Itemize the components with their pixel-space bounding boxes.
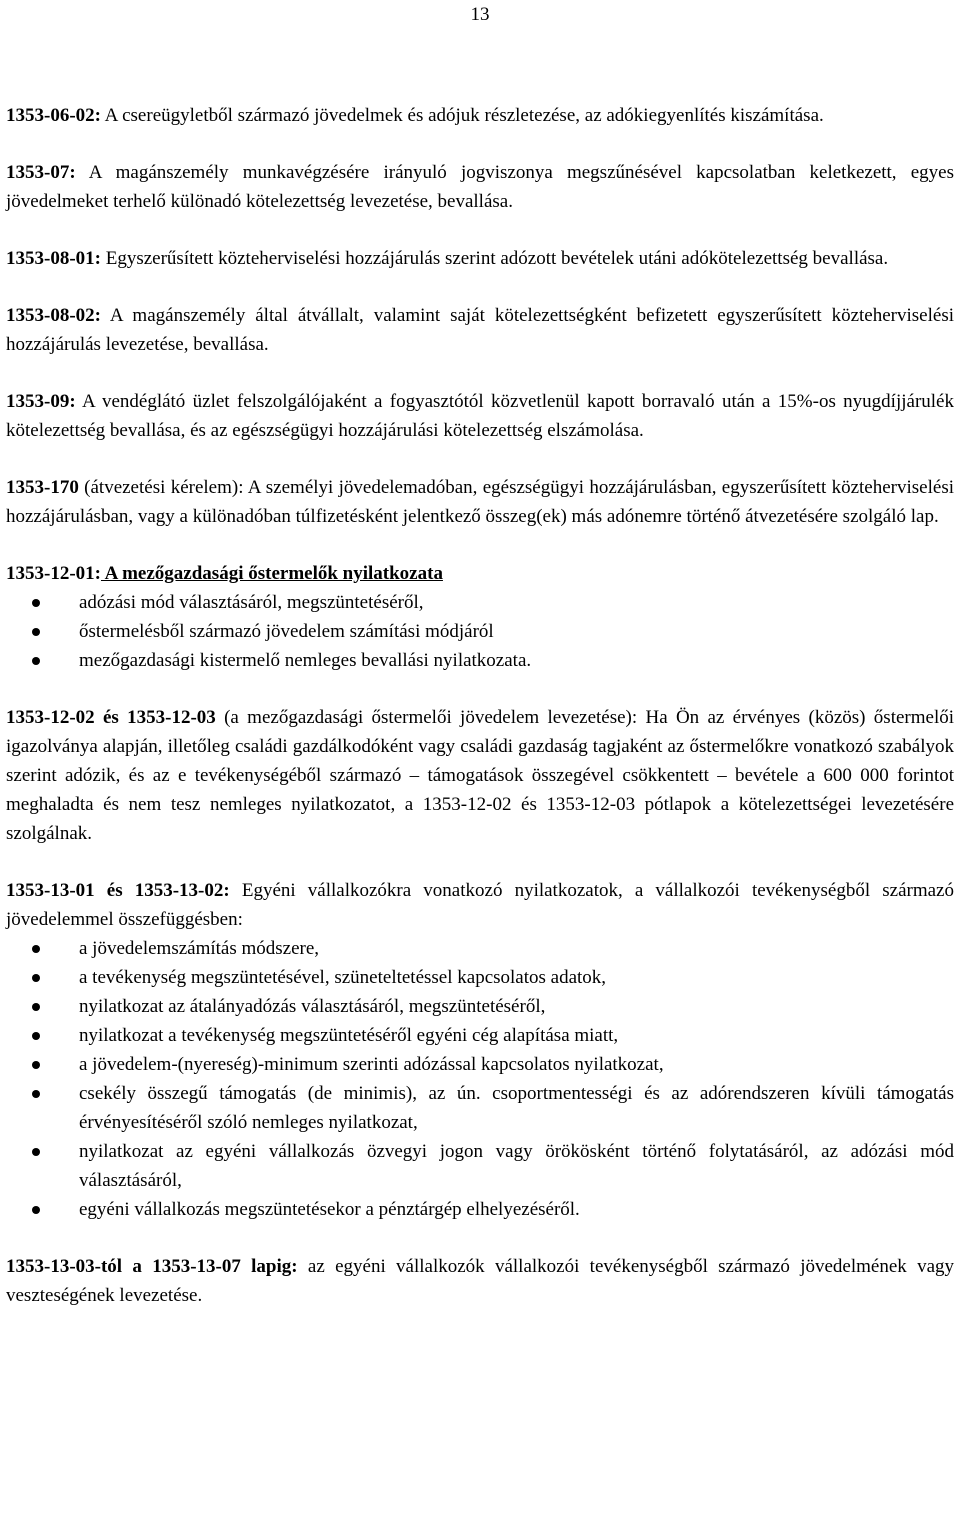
paragraph-1353-08-01	[6, 244, 954, 273]
list-item: egyéni vállalkozás megszüntetésekor a pénztárgép elhelyezéséről.	[6, 1195, 954, 1224]
paragraph-text: az egyéni vállalkozók vállalkozói tevékenységből származó jövedelmének vagy veszteségének levezetése.	[6, 1256, 954, 1306]
section-heading	[6, 876, 954, 934]
paragraph-1353-06-02	[6, 101, 954, 130]
list-item: a jövedelem-(nyereség)-minimum szerinti adózással kapcsolatos nyilatkozat,	[6, 1050, 954, 1079]
paragraph-1353-08-02	[6, 301, 954, 359]
document-body	[6, 101, 954, 1310]
paragraph-1353-09	[6, 387, 954, 445]
list-item: mezőgazdasági kistermelő nemleges bevallási nyilatkozata.	[6, 646, 954, 675]
form-code: 1353-12-02	[6, 707, 95, 728]
form-code: 1353-08-01:	[6, 248, 101, 269]
paragraph-text: Egyéni vállalkozókra vonatkozó nyilatkozatok, a vállalkozói tevékenységből származó jövedelemmel összefüggésben:	[6, 880, 954, 930]
paragraph-text: Egyszerűsített közteherviselési hozzájárulás szerint adózott bevételek utáni adókötelezettség bevallása.	[100, 248, 889, 269]
list-item: csekély összegű támogatás (de minimis), az ún. csoportmentességi és az adórendszeren kívüli támogatás érvényesítéséről szóló nemleges nyilatkozat,	[6, 1079, 954, 1137]
form-code: 1353-170	[6, 477, 79, 498]
list-item: nyilatkozat az egyéni vállalkozás özvegyi jogon vagy örökösként történő folytatásáról, az adózási mód választásáról,	[6, 1137, 954, 1195]
paragraph-1353-13-03	[6, 1252, 954, 1310]
form-code: 1353-13-01	[6, 880, 95, 901]
form-code: 1353-06-02:	[6, 105, 101, 126]
conjunction: és	[94, 707, 128, 728]
list-item: nyilatkozat az átalányadózás választásáról, megszüntetéséről,	[6, 992, 954, 1021]
paragraph-text: A magánszemély munkavégzésére irányuló jogviszonya megszűnésével kapcsolatban keletkezett, egyes jövedelmeket terhelő különadó kötelezettség levezetése, bevallása.	[6, 162, 954, 212]
form-code: 1353-07:	[6, 162, 76, 183]
paragraph-1353-170	[6, 473, 954, 531]
form-code: 1353-12-01:	[6, 563, 101, 584]
paragraph-text: (a mezőgazdasági őstermelői jövedelem levezetése): Ha Ön az érvényes (közös) őstermelői igazolványa alapján, illetőleg családi gazdálkodóként vagy családi gazdaság tagjaként az őstermelőkre vonatkozó szabályok szerint adózik, és az e tevékenységéből származó – támogatások összegével csökkentett – bevétele a 600 000 forintot meghaladta és nem tesz nemleges nyilatkozatot, a 1353-12-02 és 1353-12-03 pótlapok a kötelezettségei levezetésére szolgálnak.	[6, 707, 954, 844]
form-code: 1353-08-02:	[6, 305, 101, 326]
form-code: 1353-12-03	[127, 707, 216, 728]
paragraph-text: A csereügyletből származó jövedelmek és adójuk részletezése, az adókiegyenlítés kiszámítása.	[100, 105, 824, 126]
list-item: őstermelésből származó jövedelem számítási módjáról	[6, 617, 954, 646]
section-title: A mezőgazdasági őstermelők nyilatkozata	[100, 563, 443, 584]
bullet-list	[6, 934, 954, 1224]
form-code: 1353-13-02:	[134, 880, 230, 901]
section-1353-12-01	[6, 559, 954, 675]
bullet-list	[6, 588, 954, 675]
paragraph-text: (átvezetési kérelem): A személyi jövedelemadóban, egészségügyi hozzájárulásban, egyszerűsített közteherviselési hozzájárulásban, vagy a különadóban túlfizetésként jelentkező összeg(ek) más adónemre történő átvezetésére szolgáló lap.	[6, 477, 954, 527]
conjunction: és	[94, 880, 135, 901]
paragraph-1353-07	[6, 158, 954, 216]
list-item: a jövedelemszámítás módszere,	[6, 934, 954, 963]
list-item: a tevékenység megszüntetésével, szüneteltetéssel kapcsolatos adatok,	[6, 963, 954, 992]
list-item: adózási mód választásáról, megszüntetéséről,	[6, 588, 954, 617]
paragraph-1353-12-02	[6, 703, 954, 848]
list-item: nyilatkozat a tevékenység megszüntetéséről egyéni cég alapítása miatt,	[6, 1021, 954, 1050]
paragraph-text: A vendéglátó üzlet felszolgálójaként a fogyasztótól közvetlenül kapott borravaló után a 15%-os nyugdíjjárulék kötelezettség bevallása, és az egészségügyi hozzájárulási kötelezettség elszámolása.	[6, 391, 954, 441]
section-heading	[6, 559, 954, 588]
form-code: 1353-13-03-tól a 1353-13-07 lapig:	[6, 1256, 298, 1277]
paragraph-text: A magánszemély által átvállalt, valamint saját kötelezettségként befizetett egyszerűsített közteherviselési hozzájárulás levezetése, bevallása.	[6, 305, 954, 355]
form-code: 1353-09:	[6, 391, 76, 412]
page-number: 13	[470, 4, 490, 25]
section-1353-13	[6, 876, 954, 1224]
